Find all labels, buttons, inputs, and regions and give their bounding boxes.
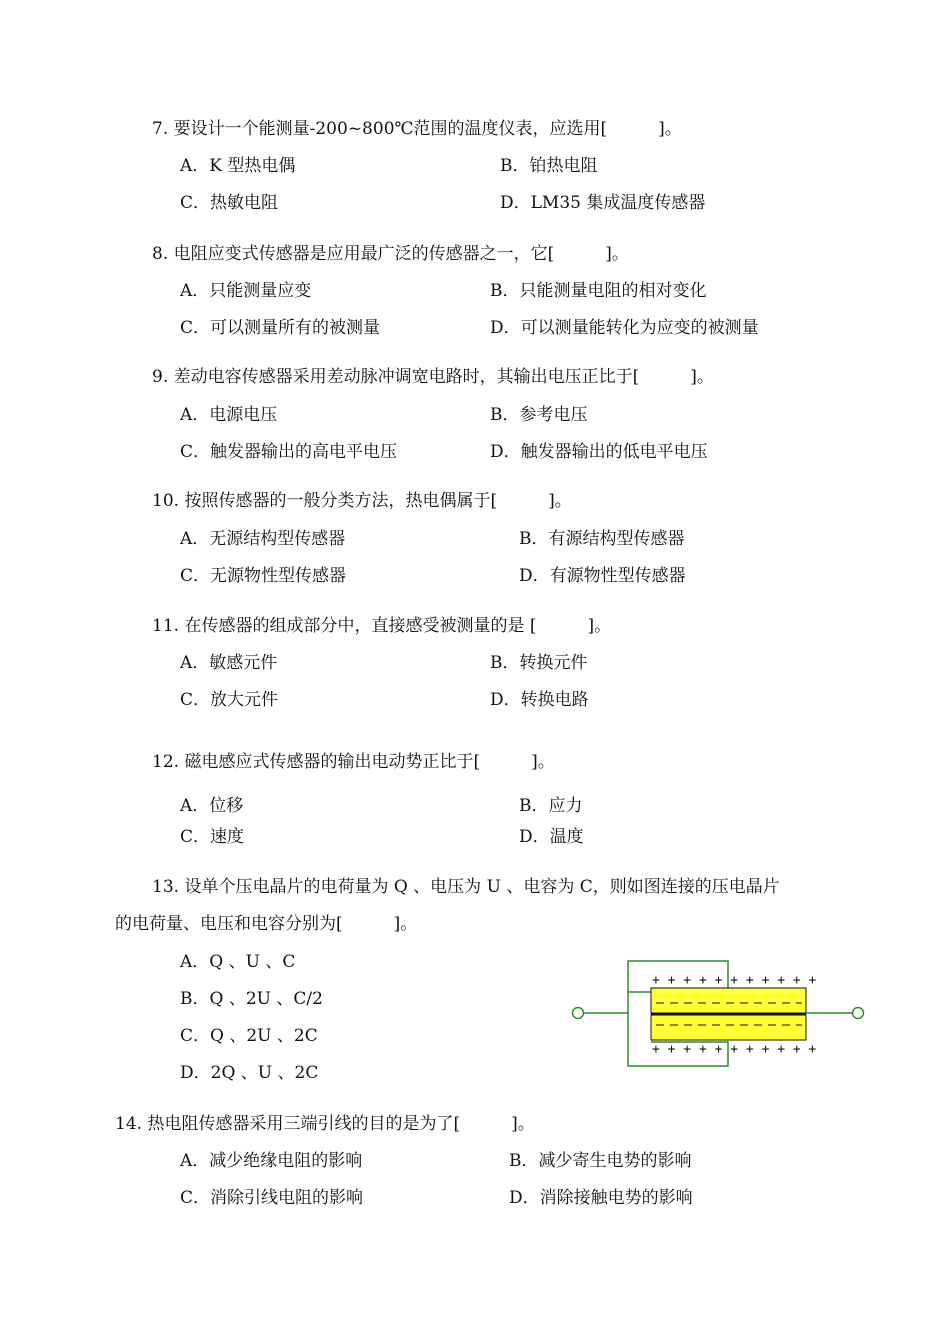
right-terminal-icon[interactable]: [853, 1008, 864, 1019]
question-13-option-c[interactable]: C．Q 、2U 、2C: [180, 1026, 318, 1046]
piezo-crystal-diagram: [566, 958, 870, 1074]
question-14-stem: 14. 热电阻传感器采用三端引线的目的是为了[ ]。: [115, 1114, 535, 1134]
question-12-option-a[interactable]: A．位移: [180, 796, 244, 816]
question-9-option-c[interactable]: C．触发器输出的高电平电压: [180, 442, 398, 462]
question-12-option-b[interactable]: B．应力: [519, 796, 583, 816]
question-11-option-a[interactable]: A．敏感元件: [180, 653, 278, 673]
question-11-option-d[interactable]: D．转换电路: [490, 690, 589, 710]
question-12-option-d[interactable]: D．温度: [519, 827, 584, 847]
question-13-option-b[interactable]: B．Q 、2U 、C/2: [180, 989, 323, 1009]
upper-crystal: [651, 988, 806, 1013]
question-9-option-b[interactable]: B．参考电压: [490, 405, 588, 425]
question-11-stem: 11. 在传感器的组成部分中，直接感受被测量的是 [ ]。: [152, 616, 612, 636]
question-9-option-a[interactable]: A．电源电压: [180, 405, 278, 425]
question-9-stem: 9. 差动电容传感器采用差动脉冲调宽电路时，其输出电压正比于[ ]。: [152, 367, 714, 387]
left-terminal-icon[interactable]: [573, 1008, 584, 1019]
question-8-option-d[interactable]: D．可以测量能转化为应变的被测量: [490, 318, 759, 338]
question-11-option-b[interactable]: B．转换元件: [490, 653, 588, 673]
question-14-option-c[interactable]: C．消除引线电阻的影响: [180, 1188, 364, 1208]
question-12-stem: 12. 磁电感应式传感器的输出电动势正比于[ ]。: [152, 752, 555, 772]
question-10-option-b[interactable]: B．有源结构型传感器: [519, 529, 685, 549]
question-10-stem: 10. 按照传感器的一般分类方法，热电偶属于[ ]。: [152, 491, 572, 511]
question-9-option-d[interactable]: D．触发器输出的低电平电压: [490, 442, 708, 462]
bottom-plus-charges: + + + + + + + + + + +: [652, 1042, 817, 1057]
question-8-option-c[interactable]: C．可以测量所有的被测量: [180, 318, 381, 338]
question-10-option-d[interactable]: D．有源物性型传感器: [519, 566, 686, 586]
question-13-option-a[interactable]: A．Q 、U 、C: [180, 952, 296, 972]
piezo-diagram-svg: [566, 958, 870, 1070]
question-8-option-b[interactable]: B．只能测量电阻的相对变化: [490, 281, 707, 301]
question-8-stem: 8. 电阻应变式传感器是应用最广泛的传感器之一，它[ ]。: [152, 244, 629, 264]
question-14-option-d[interactable]: D．消除接触电势的影响: [509, 1188, 693, 1208]
question-14-option-b[interactable]: B．减少寄生电势的影响: [509, 1151, 692, 1171]
question-13-stem-line2: 的电荷量、电压和电容分别为[ ]。: [115, 914, 418, 934]
question-13-stem-line1: 13. 设单个压电晶片的电荷量为 Q 、电压为 U 、电容为 C，则如图连接的压电晶片: [152, 877, 780, 897]
lower-crystal: [651, 1015, 806, 1040]
question-13-option-d[interactable]: D．2Q 、U 、2C: [180, 1063, 319, 1083]
question-7-option-c[interactable]: C．热敏电阻: [180, 193, 279, 213]
question-7-stem: 7. 要设计一个能测量-200~800℃范围的温度仪表，应选用[ ]。: [152, 119, 682, 139]
question-12-option-c[interactable]: C．速度: [180, 827, 245, 847]
question-7-option-a[interactable]: A．K 型热电偶: [180, 156, 296, 176]
question-10-option-a[interactable]: A．无源结构型传感器: [180, 529, 346, 549]
question-7-option-d[interactable]: D．LM35 集成温度传感器: [500, 193, 706, 213]
question-8-option-a[interactable]: A．只能测量应变: [180, 281, 312, 301]
question-7-option-b[interactable]: B．铂热电阻: [500, 156, 598, 176]
top-plus-charges: + + + + + + + + + + +: [652, 973, 817, 988]
question-11-option-c[interactable]: C．放大元件: [180, 690, 279, 710]
question-10-option-c[interactable]: C．无源物性型传感器: [180, 566, 347, 586]
question-14-option-a[interactable]: A．减少绝缘电阻的影响: [180, 1151, 363, 1171]
